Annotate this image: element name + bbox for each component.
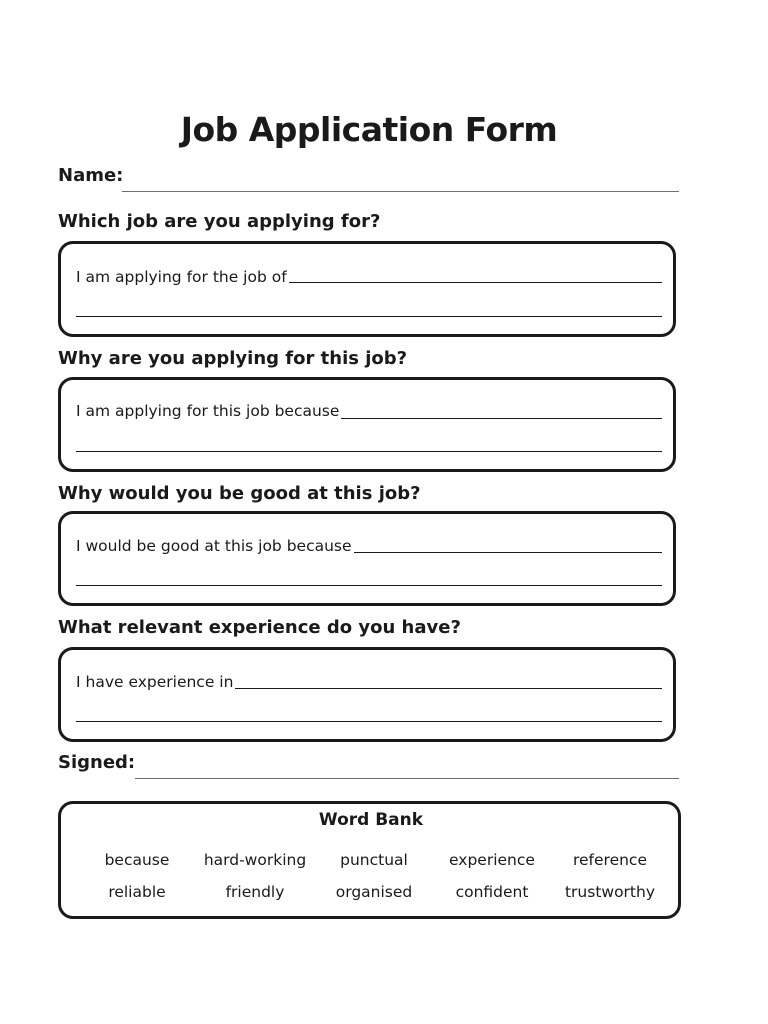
job-answer-line-2 [76,316,662,317]
page-title: Job Application Form [180,110,558,149]
word-bank-word: confident [455,883,529,901]
word-bank-box [58,801,681,919]
word-bank-word: reference [572,851,647,869]
why-apply-answer-box[interactable] [58,377,676,472]
word-bank-word: trustworthy [564,883,656,901]
question-experience-label: What relevant experience do you have? [58,617,461,638]
good-at-answer-box[interactable] [58,511,676,606]
name-label: Name: [58,165,124,186]
question-job-label: Which job are you applying for? [58,211,381,232]
experience-answer-prompt: I have experience in [76,673,234,691]
word-bank-word: experience [449,851,535,869]
word-bank-word: hard-working [203,851,307,869]
word-bank-word: because [104,851,170,869]
word-bank-word: reliable [108,883,166,901]
word-bank-word: organised [335,883,413,901]
question-good-at-label: Why would you be good at this job? [58,483,421,504]
why-apply-answer-line-2 [76,451,662,452]
name-field-line[interactable] [122,191,679,192]
why-apply-answer-prompt: I am applying for this job because [76,402,340,420]
word-bank-word: punctual [340,851,408,869]
good-at-answer-prompt: I would be good at this job because [76,537,352,555]
signed-label: Signed: [58,752,136,773]
job-answer-box[interactable] [58,241,676,337]
experience-answer-line-2 [76,721,662,722]
job-answer-prompt: I am applying for the job of [76,268,287,286]
signature-field-line[interactable] [135,778,679,779]
word-bank-title: Word Bank [318,810,424,830]
question-why-apply-label: Why are you applying for this job? [58,348,408,369]
experience-answer-box[interactable] [58,647,676,742]
word-bank-word: friendly [225,883,285,901]
good-at-answer-line-2 [76,585,662,586]
